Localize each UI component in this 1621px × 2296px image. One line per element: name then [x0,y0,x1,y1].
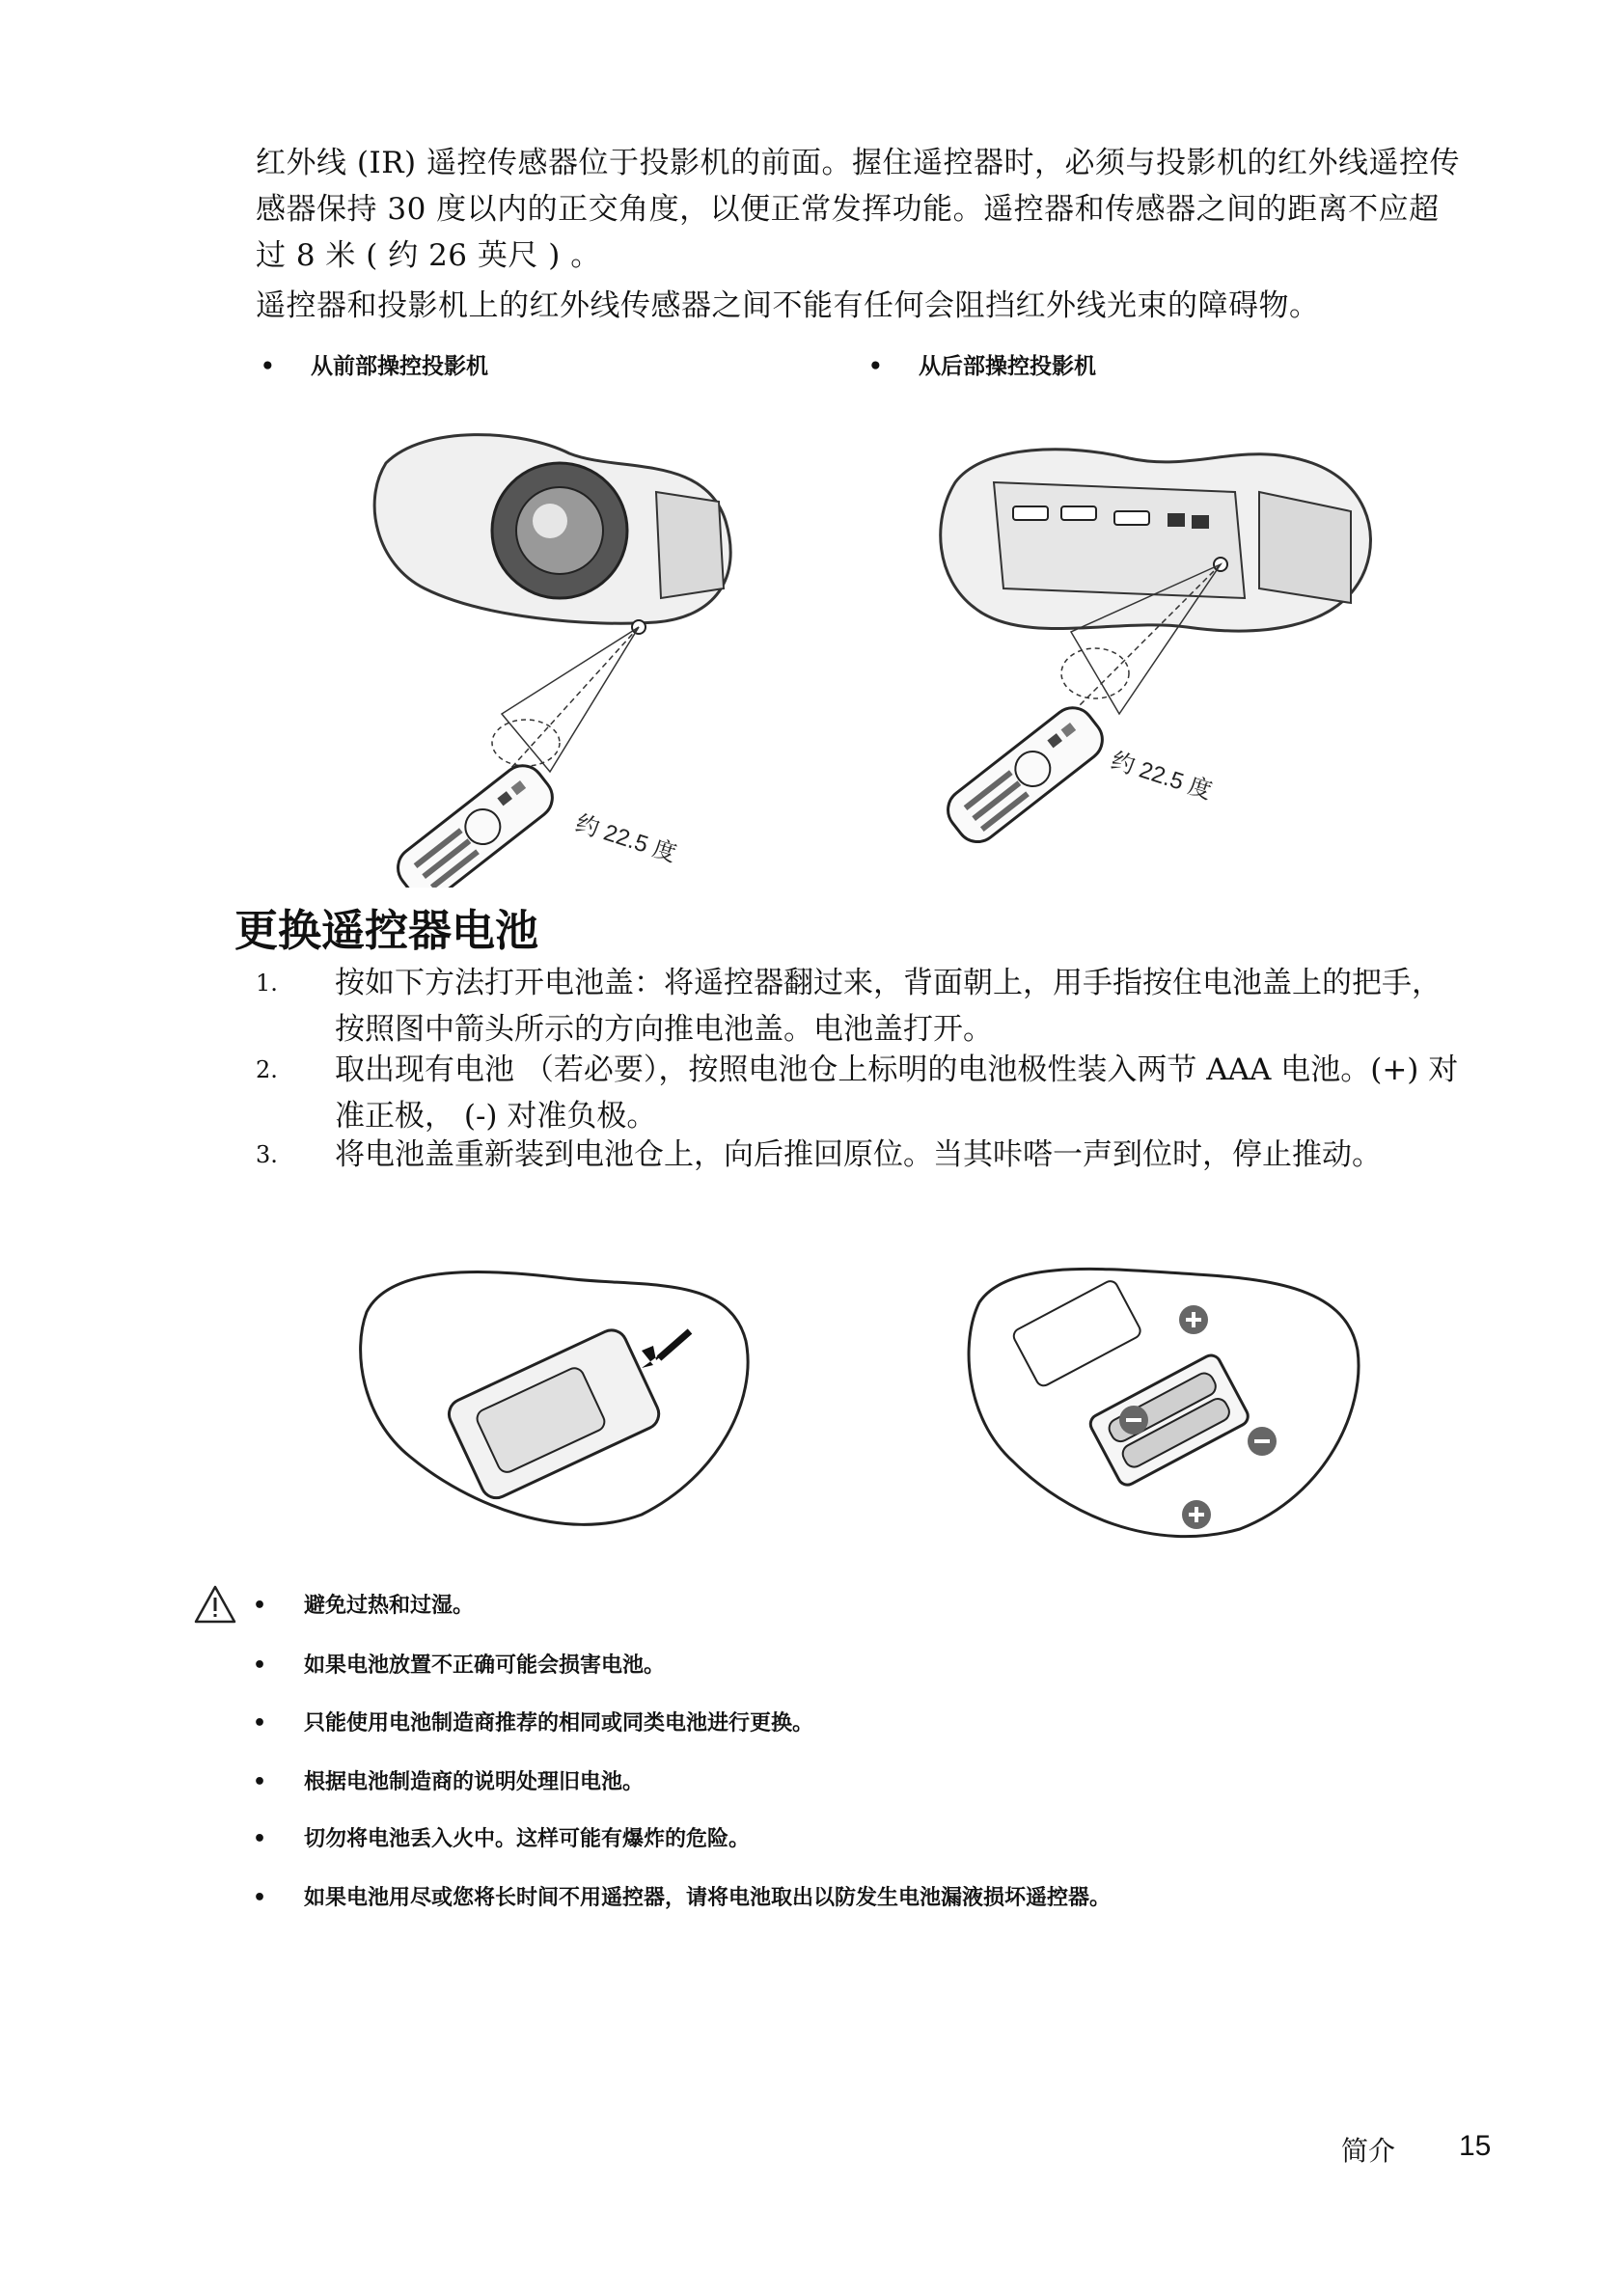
lens-highlight [533,504,567,538]
caution-triangle-icon [193,1584,237,1625]
bullet-label: 从前部操控投影机 [311,354,488,379]
warning-dot: • [253,1711,267,1736]
warning-dot: • [253,1886,267,1910]
step-number: 2. [256,1056,278,1083]
battery-cover-figure [352,1254,757,1544]
warning-item [253,1884,1111,1913]
remote-control [940,699,1112,851]
bullet-dot: • [868,354,883,379]
rear-io-panel [994,482,1245,598]
bullet-rear-operation [868,352,1096,381]
warning-text: 切勿将电池丢入火中。这样可能有爆炸的危险。 [304,1827,751,1851]
warning-text: 避免过热和过湿。 [304,1594,475,1618]
rear-angle-label: 约 22.5 度 [1108,748,1216,806]
step-text: 将电池盖重新装到电池仓上，向后推回原位。当其咔嗒一声到位时，停止推动。 [335,1137,1382,1172]
page-number: 15 [1459,2130,1492,2162]
plus-icon [1182,1500,1211,1529]
warning-dot: • [253,1654,267,1678]
port-icon [1114,511,1149,525]
warning-item [253,1592,474,1621]
remote-control [390,757,562,888]
warning-dot: • [253,1770,267,1794]
rear-projector-figure [926,424,1380,868]
warning-text: 如果电池放置不正确可能会损害电池。 [304,1654,666,1678]
warning-text: 只能使用电池制造商推荐的相同或同类电池进行更换。 [304,1711,814,1736]
bullet-dot: • [261,354,275,379]
warning-item [253,1709,813,1738]
minus-icon [1248,1427,1277,1456]
plus-icon [1179,1305,1208,1334]
step-2 [256,1047,1471,1139]
step-number: 3. [256,1141,278,1168]
step-1 [256,960,1471,1052]
warning-item [253,1768,644,1797]
warning-text: 根据电池制造商的说明处理旧电池。 [304,1770,645,1794]
step-text: 取出现有电池 （若必要），按照电池仓上标明的电池极性装入两节 AAA 电池。(+) 对准正极， (-) 对准负极。 [335,1052,1459,1134]
port-icon [1013,506,1048,520]
front-projector-figure [367,424,743,888]
projector-vent [656,492,724,598]
warning-dot: • [253,1594,267,1618]
minus-icon [1119,1406,1148,1435]
battery-insert-figure [960,1254,1365,1553]
intro-paragraph-1: 红外线 (IR) 遥控传感器位于投影机的前面。握住遥控器时，必须与投影机的红外线遥控传感器保持 30 度以内的正交角度，以便正常发挥功能。遥控器和传感器之间的距离不应超过 8 米 ( 约 26 英尺 ) 。 [256,146,1460,273]
step-3 [256,1132,1471,1224]
footer-section-name: 简介 [1341,2135,1396,2167]
bullet-label: 从后部操控投影机 [919,354,1096,379]
step-text: 按如下方法打开电池盖：将遥控器翻过来，背面朝上，用手指按住电池盖上的把手，按照图中箭头所示的方向推电池盖。电池盖打开。 [335,966,1442,1047]
warning-text: 如果电池用尽或您将长时间不用遥控器，请将电池取出以防发生电池漏液损坏遥控器。 [304,1886,1112,1910]
port-icon [1168,513,1185,527]
port-icon [1061,506,1096,520]
projector-vent [1259,492,1351,603]
section-title: 更换遥控器电池 [234,905,539,956]
warning-item [253,1825,750,1854]
warning-item [253,1652,665,1681]
front-angle-label: 约 22.5 度 [572,810,680,868]
step-number: 1. [256,970,278,997]
warning-dot: • [253,1827,267,1851]
intro-paragraph-2: 遥控器和投影机上的红外线传感器之间不能有任何会阻挡红外线光束的障碍物。 [256,288,1320,323]
bullet-front-operation [261,352,488,381]
port-icon [1192,515,1209,529]
